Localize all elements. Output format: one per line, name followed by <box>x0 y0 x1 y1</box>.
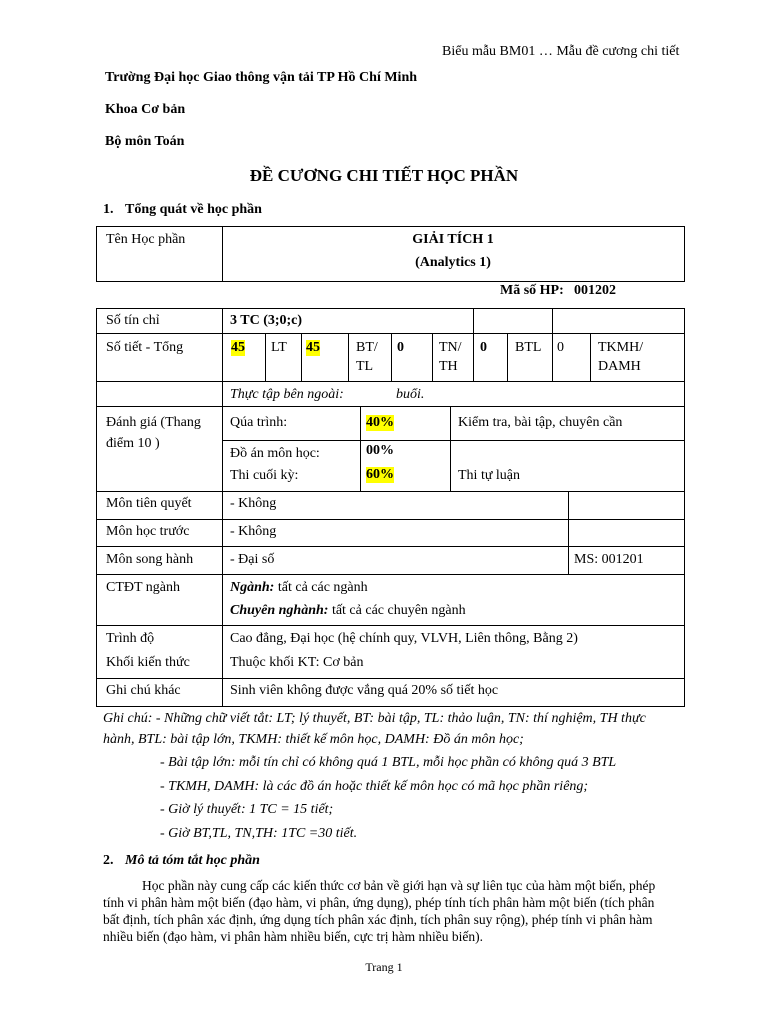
assessment-label-2: điểm 10 ) <box>106 436 160 451</box>
specialty-line <box>230 603 466 619</box>
course-name-en: (Analytics 1) <box>415 255 491 270</box>
other-note-value: Sinh viên không được vắng quá 20% số tiết học <box>230 683 499 698</box>
level-label: Trình độ <box>106 631 155 646</box>
summary-line-2: tính vi phân hàm một biến (đạo hàm, vi phân, ứng dụng), phép tính tích phân hàm một biến (tích phân <box>103 895 655 910</box>
total-periods: 45 <box>231 340 245 355</box>
assessment-label-1: Đánh giá (Thang <box>106 415 201 430</box>
btl-label: BTL <box>515 340 542 355</box>
knowledge-value: Thuộc khối KT: Cơ bản <box>230 655 364 670</box>
lt-value: 45 <box>306 340 320 355</box>
parallel-course-code: MS: 001201 <box>574 552 644 567</box>
section-2-title: Mô tả tóm tắt học phần <box>125 853 260 868</box>
prereq-label: Môn tiên quyết <box>106 496 192 511</box>
tn-value: 0 <box>480 340 487 355</box>
parallel-course-value: - Đại số <box>230 552 275 567</box>
periods-label: Số tiết - Tổng <box>106 340 184 355</box>
internship-unit: buổi. <box>396 387 425 402</box>
prior-course-label: Môn học trước <box>106 524 190 539</box>
department-name: Bộ môn Toán <box>105 134 185 149</box>
internship-label: Thực tập bên ngoài: <box>230 387 344 402</box>
note-line-3: - Bài tập lớn: mỗi tín chỉ có không quá 1 BTL, mỗi học phần có không quá 3 BTL <box>160 755 617 770</box>
note-line-2: hành, BTL: bài tập lớn, TKMH: thiết kế môn học, DAMH: Đồ án môn học; <box>103 732 524 747</box>
section-1-number: 1. <box>103 202 114 217</box>
course-name: GIẢI TÍCH 1 <box>412 232 494 247</box>
tn-label-1: TN/ <box>439 340 462 355</box>
btl-value: 0 <box>557 340 564 355</box>
process-label: Qúa trình: <box>230 415 288 430</box>
lt-label: LT <box>271 340 287 355</box>
course-name-label: Tên Học phần <box>106 232 186 247</box>
parallel-course-label: Môn song hành <box>106 552 194 567</box>
page-number: Trang 1 <box>365 960 403 974</box>
specialty-value: tất cả các chuyên ngành <box>328 603 466 618</box>
credits-label: Số tín chỉ <box>106 313 160 328</box>
specialty-label: Chuyên nghành: <box>230 603 329 618</box>
document-title: ĐỀ CƯƠNG CHI TIẾT HỌC PHẦN <box>249 166 519 185</box>
summary-line-1: Học phần này cung cấp các kiến thức cơ bản về giới hạn và sự liên tục của hàm một biến, phép <box>142 878 656 893</box>
tkmh-label-1: TKMH/ <box>598 340 644 355</box>
prior-course-value: - Không <box>230 524 277 539</box>
prereq-value: - Không <box>230 496 277 511</box>
level-value: Cao đẳng, Đại học (hệ chính quy, VLVH, Liên thông, Bằng 2) <box>230 631 578 646</box>
note-line-1: Ghi chú: - Những chữ viết tắt: LT; lý thuyết, BT: bài tập, TL: thảo luận, TN: thí nghiệm, TH thực <box>103 711 646 726</box>
process-description: Kiểm tra, bài tập, chuyên cần <box>458 415 623 430</box>
major-line <box>230 580 368 596</box>
tn-label-2: TH <box>439 359 458 374</box>
major-label: Ngành: <box>230 580 275 595</box>
major-value: tất cả các ngành <box>274 580 368 595</box>
final-exam-description: Thi tự luận <box>458 468 521 483</box>
project-percent: 00% <box>366 443 394 458</box>
note-line-4: - TKMH, DAMH: là các đồ án hoặc thiết kế môn học có mã học phần riêng; <box>160 779 589 794</box>
summary-line-4: nhiều biến (đạo hàm, vi phân hàm nhiều biến, cực trị hàm nhiều biến). <box>103 929 483 944</box>
knowledge-label: Khối kiến thức <box>106 655 190 670</box>
credits-value: 3 TC (3;0;c) <box>230 313 303 328</box>
final-exam-percent: 60% <box>366 467 394 482</box>
faculty-name: Khoa Cơ bản <box>105 102 186 117</box>
section-1-title: Tổng quát về học phần <box>125 202 262 217</box>
tkmh-label-2: DAMH <box>598 359 641 374</box>
project-label: Đồ án môn học: <box>230 446 320 461</box>
course-code-label: Mã số HP: <box>500 283 564 298</box>
bt-label-2: TL <box>356 359 374 374</box>
note-line-6: - Giờ BT,TL, TN,TH: 1TC =30 tiết. <box>160 826 358 841</box>
process-percent: 40% <box>366 415 394 430</box>
note-line-5: - Giờ lý thuyết: 1 TC = 15 tiết; <box>160 802 334 817</box>
university-name: Trường Đại học Giao thông vận tải TP Hồ Chí Minh <box>105 70 418 85</box>
bt-value: 0 <box>397 340 404 355</box>
ctdt-label: CTĐT ngành <box>106 580 181 595</box>
summary-line-3: bất định, tích phân xác định, ứng dụng tích phân xác định, tích phân suy rộng), phép tính vi phân hàm <box>103 912 653 927</box>
bt-label-1: BT/ <box>356 340 378 355</box>
section-2-number: 2. <box>103 853 114 868</box>
course-code: 001202 <box>574 283 616 298</box>
other-note-label: Ghi chú khác <box>106 683 181 698</box>
form-code: Biểu mẫu BM01 … Mẫu đề cương chi tiết <box>442 44 680 59</box>
final-exam-label: Thi cuối kỳ: <box>230 468 299 483</box>
